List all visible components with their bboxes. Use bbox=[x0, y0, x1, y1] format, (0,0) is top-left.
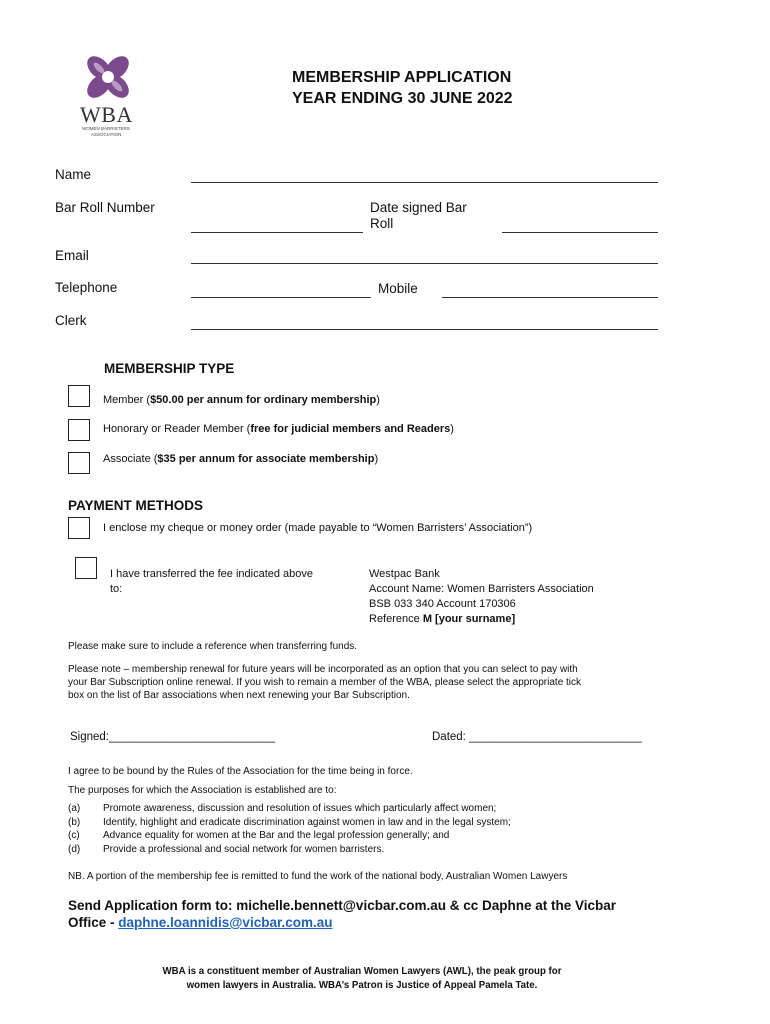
name-label: Name bbox=[55, 167, 92, 182]
account-name: Account Name: Women Barristers Association bbox=[369, 583, 594, 595]
page-title: MEMBERSHIP APPLICATION bbox=[292, 69, 512, 86]
daphne-email-link[interactable]: daphne.loannidis@vicbar.com.au bbox=[118, 915, 333, 930]
membership-honorary-label: Honorary or Reader Member (free for judicial members and Readers) bbox=[103, 423, 454, 435]
nb-note: NB. A portion of the membership fee is remitted to fund the work of the national body, Australian Women Lawyers bbox=[68, 871, 568, 882]
footer-note: WBA is a constituent member of Australian Women Lawyers (AWL), the peak group for women lawyers in Australia. WBA’s Patron is Justice of Appeal Pamela Tate. bbox=[162, 966, 562, 991]
date-signed-field[interactable] bbox=[502, 232, 658, 233]
purposes-intro: The purposes for which the Association is established are to: bbox=[68, 785, 337, 796]
purpose-item: (d) Provide a professional and social network for women barristers. bbox=[68, 844, 385, 855]
wba-logo bbox=[74, 50, 144, 142]
membership-member-checkbox[interactable] bbox=[68, 385, 90, 407]
wba-logo-text: WBA bbox=[80, 102, 133, 127]
payment-cheque-checkbox[interactable] bbox=[68, 517, 90, 539]
payment-reference: Reference M [your surname] bbox=[369, 613, 516, 625]
mobile-label: Mobile bbox=[378, 281, 418, 296]
bank-name: Westpac Bank bbox=[369, 568, 440, 580]
telephone-label: Telephone bbox=[55, 280, 118, 295]
wba-logo-mark-icon bbox=[83, 52, 133, 102]
membership-member-label: Member ($50.00 per annum for ordinary membership) bbox=[103, 394, 380, 406]
purpose-item: (b) Identify, highlight and eradicate discrimination against women in law and in the legal system; bbox=[68, 817, 511, 828]
bar-roll-field[interactable] bbox=[191, 232, 363, 233]
payment-transfer-label: I have transferred the fee indicated above to: bbox=[110, 568, 314, 595]
rules-agreement: I agree to be bound by the Rules of the Association for the time being in force. bbox=[68, 766, 413, 777]
name-field[interactable] bbox=[191, 182, 658, 183]
dated-field[interactable]: Dated: ___________________________ bbox=[432, 731, 642, 743]
renewal-note: Please note – membership renewal for future years will be incorporated as an option that you can select to pay with your Bar Subscription online renewal. If you wish to remain a member of the WBA, please select the appropriate tick box on the list of Bar associations when next renewing your Bar Subscription. bbox=[68, 664, 582, 701]
bar-roll-label: Bar Roll Number bbox=[55, 200, 155, 215]
payment-methods-heading: PAYMENT METHODS bbox=[68, 498, 204, 513]
signed-field[interactable]: Signed:__________________________ bbox=[70, 731, 276, 743]
wba-logo-sub2: ASSOCIATION bbox=[91, 132, 122, 137]
email-label: Email bbox=[55, 248, 89, 263]
membership-associate-checkbox[interactable] bbox=[68, 452, 90, 474]
purpose-item: (c) Advance equality for women at the Bar and the legal profession generally; and bbox=[68, 830, 450, 841]
membership-type-heading: MEMBERSHIP TYPE bbox=[104, 361, 235, 376]
payment-transfer-checkbox[interactable] bbox=[75, 557, 97, 579]
mobile-field[interactable] bbox=[442, 297, 658, 298]
purpose-item: (a) Promote awareness, discussion and resolution of issues which particularly affect women; bbox=[68, 803, 497, 814]
send-application: Send Application form to: michelle.bennett@vicbar.com.au & cc Daphne at the Vicbar Office - daphne.loannidis@vicbar.com.au bbox=[68, 898, 617, 930]
email-field[interactable] bbox=[191, 263, 658, 264]
bsb-account: BSB 033 340 Account 170306 bbox=[369, 598, 516, 610]
clerk-label: Clerk bbox=[55, 313, 87, 328]
telephone-field[interactable] bbox=[191, 297, 371, 298]
membership-associate-label: Associate ($35 per annum for associate membership) bbox=[103, 453, 379, 465]
page-subtitle: YEAR ENDING 30 JUNE 2022 bbox=[292, 90, 513, 107]
wba-logo-sub1: WOMEN BARRISTERS bbox=[82, 126, 130, 131]
payment-cheque-label: I enclose my cheque or money order (made payable to “Women Barristers’ Association”) bbox=[103, 522, 533, 534]
reference-note: Please make sure to include a reference when transferring funds. bbox=[68, 641, 358, 652]
bank-details bbox=[369, 567, 594, 627]
membership-honorary-checkbox[interactable] bbox=[68, 419, 90, 441]
clerk-field[interactable] bbox=[191, 329, 658, 330]
date-signed-label: Date signed Bar Roll bbox=[370, 200, 467, 231]
